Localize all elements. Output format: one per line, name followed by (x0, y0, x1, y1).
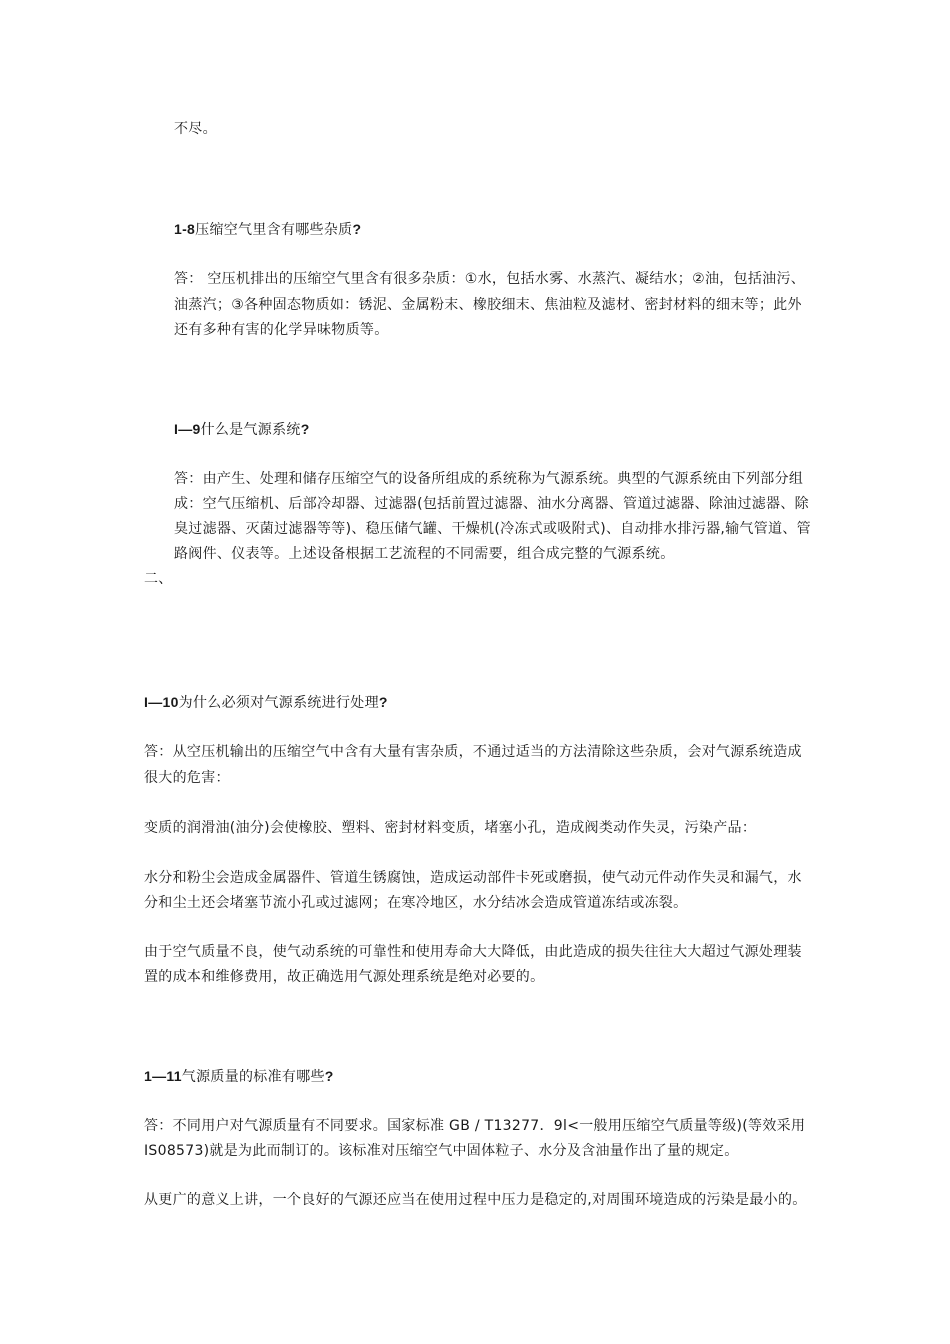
question-mark: ? (300, 421, 310, 437)
question-mark: ? (324, 1068, 334, 1084)
answer-line: 由于空气质量不良，使气动系统的可靠性和使用寿命大大降低，由此造成的损失往往大大超过气源处理装 (144, 944, 802, 960)
answer-line: 分和尘土还会堵塞节流小孔或过滤网；在寒冷地区，水分结冰会造成管道冻结或冻裂。 (144, 895, 688, 911)
answer-line: 答：从空压机输出的压缩空气中含有大量有害杂质，不通过适当的方法清除这些杂质，会对气源系统造成 (144, 744, 802, 760)
answer-line: 油蒸汽；③各种固态物质如：锈泥、金属粉末、橡胶细末、焦油粒及滤材、密封材料的细末等；此外 (174, 297, 802, 313)
question-mark: ? (378, 694, 388, 710)
answer-line: 答： 空压机排出的压缩空气里含有很多杂质：①水，包括水雾、水蒸汽、凝结水；②油，包括油污、 (174, 271, 806, 287)
question-mark: ? (352, 221, 362, 237)
question-number: I—9 (174, 421, 201, 437)
answer-line: 很大的危害： (144, 770, 230, 786)
answer-line: 臭过滤器、灭菌过滤器等等)、稳压储气罐、干燥机(冷冻式或吸附式)、自动排水排污器,输气管道、管 (174, 521, 811, 537)
question-heading-1-9 (174, 419, 310, 440)
question-number: I—10 (144, 694, 179, 710)
answer-line: 变质的润滑油(油分)会使橡胶、塑料、密封材料变质，堵塞小孔，造成阀类动作失灵，污染产品： (144, 820, 757, 836)
question-text: 为什么必须对气源系统进行处理 (178, 695, 379, 711)
answer-line: 置的成本和维修费用，故正确选用气源处理系统是绝对必要的。 (144, 969, 545, 985)
answer-line: 答：由产生、处理和储存压缩空气的设备所组成的系统称为气源系统。典型的气源系统由下列部分组 (174, 471, 804, 487)
question-text: 气源质量的标准有哪些 (181, 1069, 325, 1085)
question-text: 什么是气源系统 (200, 422, 301, 438)
question-number: 1—11 (144, 1068, 182, 1084)
continuation-text: 不尽。 (174, 121, 217, 137)
answer-line: 水分和粉尘会造成金属器件、管道生锈腐蚀，造成运动部件卡死或磨损，使气动元件动作失灵和漏气，水 (144, 870, 802, 886)
answer-line: 答：不同用户对气源质量有不同要求。国家标准 GB / T13277．9l<一般用压缩空气质量等级)(等效采用 (144, 1118, 806, 1134)
question-heading-1-10 (144, 692, 388, 713)
answer-line: 还有多种有害的化学异味物质等。 (174, 322, 389, 338)
answer-line: IS08573)就是为此而制订的。该标准对压缩空气中固体粒子、水分及含油量作出了量的规定。 (144, 1143, 739, 1159)
answer-line: 路阀件、仪表等。上述设备根据工艺流程的不同需要，组合成完整的气源系统。 (174, 546, 675, 562)
question-heading-1-11 (144, 1066, 334, 1087)
answer-line: 成：空气压缩机、后部冷却器、过滤器(包括前置过滤器、油水分离器、管道过滤器、除油过滤器、除 (174, 496, 809, 512)
question-text: 压缩空气里含有哪些杂质 (195, 222, 353, 238)
answer-line: 从更广的意义上讲，一个良好的气源还应当在使用过程中压力是稳定的,对周围环境造成的污染是最小的。 (144, 1192, 807, 1208)
question-heading-1-8 (174, 219, 361, 240)
section-marker: 二、 (144, 571, 173, 587)
question-number: 1-8 (174, 221, 196, 237)
